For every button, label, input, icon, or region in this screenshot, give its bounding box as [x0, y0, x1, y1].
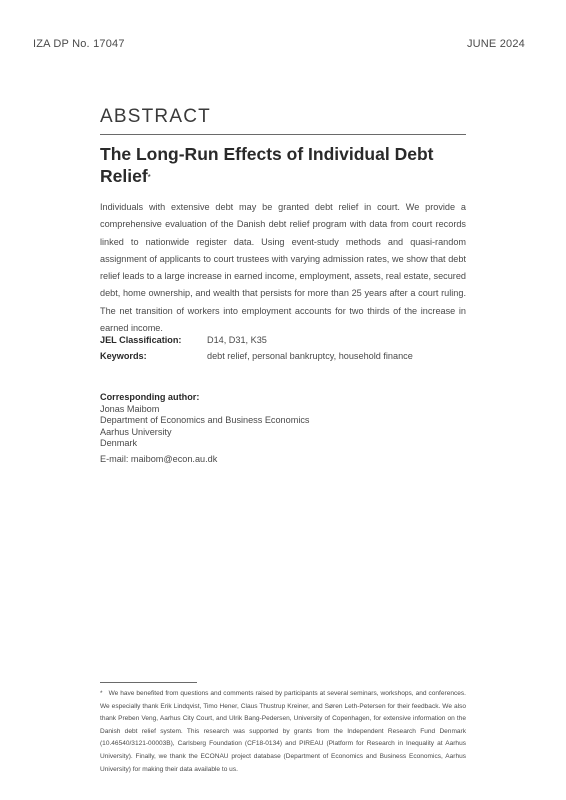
discussion-paper-number: IZA DP No. 17047: [33, 38, 125, 50]
footnote-divider: [100, 682, 197, 683]
abstract-heading: ABSTRACT: [100, 106, 211, 127]
author-name: Jonas Maibom: [100, 403, 160, 414]
jel-label: JEL Classification:: [100, 335, 182, 345]
jel-classification-row: [100, 335, 267, 345]
author-university: Aarhus University: [100, 426, 172, 437]
corresponding-author-label: Corresponding author:: [100, 392, 200, 402]
keywords-label: Keywords:: [100, 351, 147, 361]
footnote-marker: *: [100, 690, 103, 697]
corresponding-author-block: [100, 392, 309, 466]
acknowledgement-footnote: [100, 688, 466, 776]
paper-title-text: The Long-Run Effects of Individual Debt Relief: [100, 144, 434, 186]
author-email[interactable]: E-mail: maibom@econ.au.dk: [100, 453, 218, 464]
abstract-body: Individuals with extensive debt may be granted debt relief in court. We provide a comprehensive evaluation of the Danish debt relief program with data from court records linked to nationwide register data. Using event-study methods and quasi-random assignment of applicants to court trustees with varying admission rates, we show that debt relief leads to a large increase in earned income, employment, assets, real estate, secured debt, home ownership, and wealth that persists for more than 25 years after a court ruling. The net transition of workers into employment accounts for two thirds of the increase in earned income.: [100, 202, 466, 334]
jel-codes: D14, D31, K35: [207, 335, 267, 345]
publication-date: JUNE 2024: [466, 38, 525, 50]
keywords-row: [100, 351, 413, 361]
heading-divider: [100, 134, 466, 135]
paper-title: [100, 143, 466, 187]
footnote-text: We have benefited from questions and comments raised by participants at several seminars, workshops, and conferences. We especially thank Erik Lindqvist, Timo Hener, Claus Thustrup Kreiner, and Søren Leth-Petersen for their feedback. We also thank Preben Veng, Aarhus City Court, and Ulrik Bang-Pedersen, University of Copenhagen, for extensive information on the Danish debt relief system. This research was supported by grants from the Independent Research Fund Denmark (10.46540/3121-00003B), Carlsberg Foundation (CF18-0134) and PIREAU (Platform for Research in Inequality at Aarhus University). Finally, we thank the ECONAU project database (Department of Economics and Business Economics, Aarhus University) for making their data available to us.: [100, 690, 466, 773]
keywords-value: debt relief, personal bankruptcy, household finance: [207, 351, 413, 361]
author-department: Department of Economics and Business Economics: [100, 415, 310, 426]
author-country: Denmark: [100, 438, 138, 449]
title-footnote-marker[interactable]: *: [147, 173, 151, 182]
